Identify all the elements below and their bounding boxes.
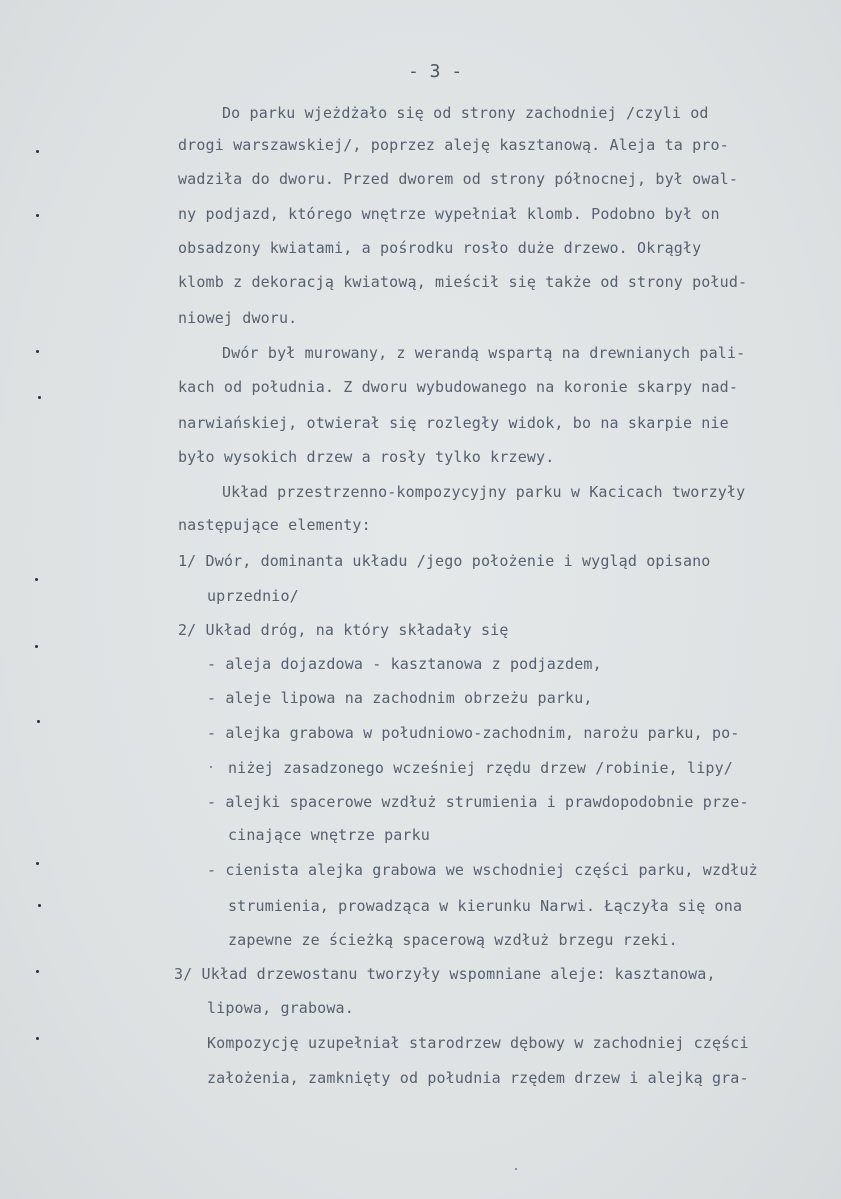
scan-speck: [515, 1168, 517, 1170]
list-item: 1/ Dwór, dominanta układu /jego położenie i wygląd opisano: [178, 552, 711, 570]
sub-list-item: - aleje lipowa na zachodnim obrzeżu parku,: [207, 689, 593, 707]
text-line: Kompozycję uzupełniał starodrzew dębowy w zachodniej części: [207, 1034, 749, 1052]
text-line: Do parku wjeżdżało się od strony zachodniej /czyli od: [222, 104, 709, 122]
text-line: narwiańskiej, otwierał się rozległy widok, bo na skarpie nie: [178, 414, 729, 432]
text-line: obsadzony kwiatami, a pośrodku rosło duże drzewo. Okrągły: [178, 239, 702, 257]
list-item-continuation: uprzednio/: [207, 587, 299, 605]
text-line: Układ przestrzenno-kompozycyjny parku w Kacicach tworzyły: [222, 483, 746, 501]
sub-list-item: - aleja dojazdowa - kasztanowa z podjazdem,: [207, 655, 602, 673]
text-line: następujące elementy:: [178, 516, 371, 534]
list-item: 3/ Układ drzewostanu tworzyły wspomniane aleje: kasztanowa,: [174, 965, 716, 983]
scan-mark: [35, 645, 38, 648]
sub-list-item: - cienista alejka grabowa we wschodniej części parku, wzdłuż: [207, 861, 758, 879]
scan-mark: [37, 720, 40, 723]
sub-list-item-continuation: zapewne ze ścieżką spacerową wzdłuż brzegu rzeki.: [228, 931, 678, 949]
sub-list-item-continuation: cinające wnętrze parku: [228, 826, 430, 844]
sub-list-item-continuation: niżej zasadzonego wcześniej rzędu drzew /robinie, lipy/: [228, 759, 733, 777]
scan-mark: [36, 1037, 39, 1040]
scan-mark: [36, 350, 39, 353]
scan-mark: [36, 214, 39, 217]
scan-mark: [36, 970, 39, 973]
scan-speck: [210, 766, 212, 768]
scan-mark: [38, 396, 41, 399]
scan-mark: [38, 904, 41, 907]
text-line: niowej dworu.: [178, 309, 298, 327]
text-line: wadziła do dworu. Przed dworem od strony północnej, był owal-: [178, 170, 739, 188]
text-line: Dwór był murowany, z werandą wspartą na drewnianych pali-: [222, 344, 746, 362]
scan-mark: [35, 578, 38, 581]
text-line: założenia, zamknięty od południa rzędem drzew i alejką gra-: [207, 1069, 749, 1087]
scan-mark: [36, 150, 39, 153]
sub-list-item: - alejka grabowa w południowo-zachodnim, narożu parku, po-: [207, 724, 740, 742]
scan-mark: [36, 862, 39, 865]
list-item: 2/ Układ dróg, na który składały się: [178, 621, 509, 639]
text-line: kach od południa. Z dworu wybudowanego na koronie skarpy nad-: [178, 378, 739, 396]
text-line: drogi warszawskiej/, poprzez aleję kasztanową. Aleja ta pro-: [178, 136, 729, 154]
list-item-continuation: lipowa, grabowa.: [207, 999, 354, 1017]
sub-list-item: - alejki spacerowe wzdłuż strumienia i prawdopodobnie prze-: [207, 793, 749, 811]
text-line: było wysokich drzew a rosły tylko krzewy.: [178, 448, 555, 466]
text-line: ny podjazd, którego wnętrze wypełniał klomb. Podobno był on: [178, 205, 720, 223]
page-number: - 3 -: [408, 61, 463, 82]
text-line: klomb z dekoracją kwiatową, mieścił się także od strony połud-: [178, 273, 748, 291]
sub-list-item-continuation: strumienia, prowadząca w kierunku Narwi. Łączyła się ona: [228, 897, 743, 915]
